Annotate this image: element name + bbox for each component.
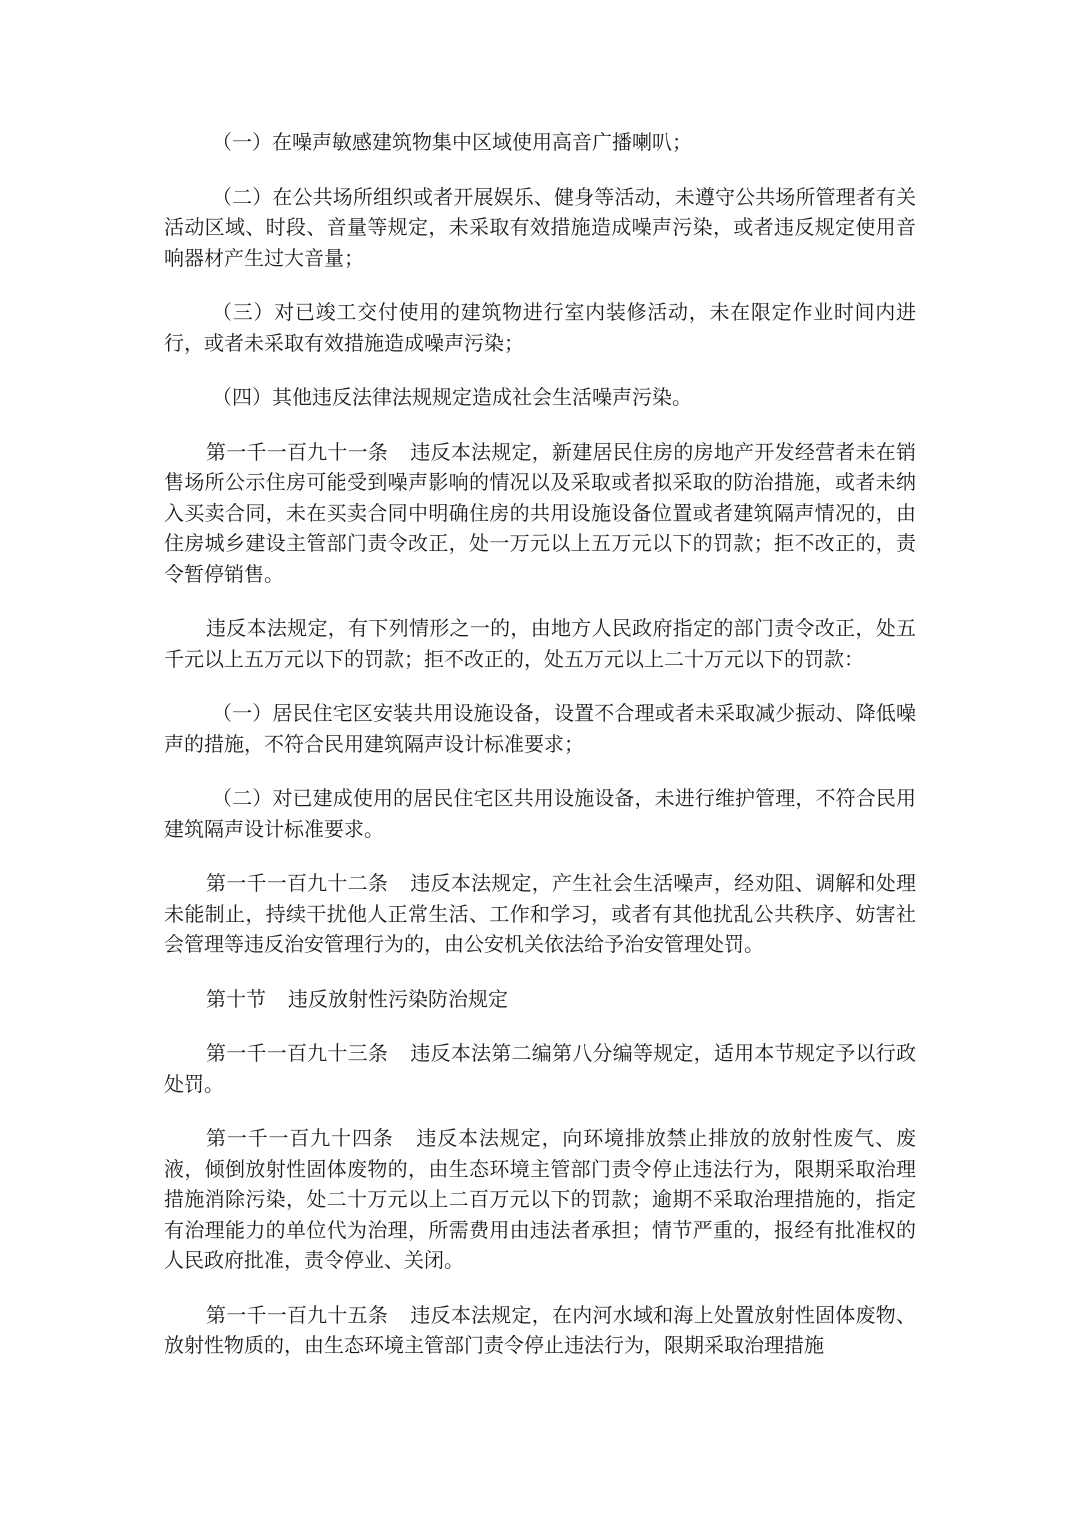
article-1192 [164, 868, 916, 960]
article-1195 [164, 1300, 916, 1361]
paragraph-text: （二）在公共场所组织或者开展娱乐、健身等活动，未遵守公共场所管理者有关活动区域、时段、音量等规定，未采取有效措施造成噪声污染，或者违反规定使用音响器材产生过大音量； [164, 184, 916, 270]
paragraph-item-2 [164, 182, 916, 274]
article-heading: 第一千一百九十四条 [206, 1126, 394, 1150]
section-heading [164, 984, 916, 1015]
paragraph-item-5 [164, 698, 916, 759]
article-heading: 第一千一百九十三条 [206, 1041, 389, 1065]
paragraph-item-3 [164, 297, 916, 358]
paragraph-item-4 [164, 382, 916, 413]
article-text: 违反本法规定，在内河水域和海上处置放射性固体废物、放射性物质的，由生态环境主管部门责令停止违法行为，限期采取治理措施 [164, 1302, 917, 1357]
article-1191 [164, 437, 916, 590]
article-heading: 第一千一百九十二条 [206, 871, 389, 895]
article-heading: 第一千一百九十五条 [206, 1302, 389, 1327]
section-title: 违反放射性污染防治规定 [288, 986, 508, 1011]
article-heading: 第一千一百九十一条 [206, 439, 389, 464]
paragraph-item-1 [164, 127, 916, 158]
article-text: 违反本法第二编第八分编等规定，适用本节规定予以行政处罚。 [164, 1041, 917, 1096]
paragraph-text: 违反本法规定，有下列情形之一的，由地方人民政府指定的部门责令改正，处五千元以上五万元以下的罚款；拒不改正的，处五万元以上二十万元以下的罚款： [164, 616, 916, 671]
article-text: 违反本法规定，产生社会生活噪声，经劝阻、调解和处理未能制止，持续干扰他人正常生活、工作和学习，或者有其他扰乱公共秩序、妨害社会管理等违反治安管理行为的，由公安机关依法给予治安管理处罚。 [164, 871, 917, 956]
article-text: 违反本法规定，新建居民住房的房地产开发经营者未在销售场所公示住房可能受到噪声影响的情况以及采取或者拟采取的防治措施，或者未纳入买卖合同，未在买卖合同中明确住房的共用设施设备位置或者建筑隔声情况的，由住房城乡建设主管部门责令改正，处一万元以上五万元以下的罚款；拒不改正的，责令暂停销售。 [164, 439, 917, 586]
article-1194 [164, 1123, 916, 1276]
paragraph-item-6 [164, 783, 916, 844]
paragraph-text: （一）在噪声敏感建筑物集中区域使用高音广播喇叭； [212, 130, 692, 154]
document-body [164, 127, 916, 1385]
article-text: 违反本法规定，向环境排放禁止排放的放射性废气、废液，倾倒放射性固体废物的，由生态环境主管部门责令停止违法行为，限期采取治理措施消除污染，处二十万元以上二百万元以下的罚款；逾期不采取治理措施的，指定有治理能力的单位代为治理，所需费用由违法者承担；情节严重的，报经有批准权的人民政府批准，责令停业、关闭。 [164, 1126, 917, 1272]
paragraph-text: （二）对已建成使用的居民住宅区共用设施设备，未进行维护管理，不符合民用建筑隔声设计标准要求。 [164, 786, 916, 841]
article-1193 [164, 1038, 916, 1099]
paragraph-text: （三）对已竣工交付使用的建筑物进行室内装修活动，未在限定作业时间内进行，或者未采取有效措施造成噪声污染； [164, 300, 916, 355]
section-number: 第十节 [206, 986, 266, 1011]
paragraph-text: （一）居民住宅区安装共用设施设备，设置不合理或者未采取减少振动、降低噪声的措施，不符合民用建筑隔声设计标准要求； [164, 701, 916, 756]
paragraph-text: （四）其他违反法律法规规定造成社会生活噪声污染。 [212, 385, 692, 409]
paragraph-plain [164, 613, 916, 674]
